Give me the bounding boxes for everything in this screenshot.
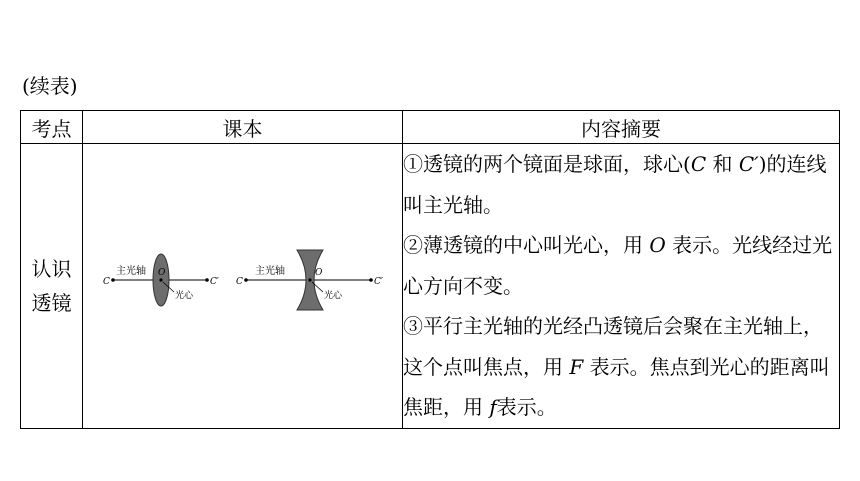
summary-paragraph-2 [403, 225, 839, 306]
textbook-figure-cell [83, 144, 403, 429]
table-caption: (续表) [22, 74, 78, 98]
label-c-prime: C′ [210, 276, 219, 287]
symbol-f: F [569, 354, 584, 379]
label-principal-axis: 主光轴 [116, 265, 146, 277]
header-summary: 内容摘要 [403, 111, 840, 144]
label-c: C [103, 276, 110, 287]
point-c-dot [244, 278, 248, 282]
label-optical-center: 光心 [175, 290, 194, 301]
point-c-prime-dot [205, 278, 209, 282]
label-o: O [315, 267, 323, 278]
topic-line-2: 透镜 [31, 290, 72, 315]
point-c-dot [111, 278, 115, 282]
summary-text: ③平行主光轴的光经凸透镜后会聚在主光轴上，这个点叫焦点，用 [403, 314, 823, 379]
summary-cell [403, 144, 840, 429]
symbol-focal-length: f [489, 395, 497, 419]
summary-text: 表示。 [496, 395, 557, 419]
header-textbook: 课本 [83, 111, 403, 144]
summary-text: ①透镜的两个镜面是球面，球心( [403, 152, 691, 176]
symbol-c-prime: C′ [738, 152, 759, 176]
label-c-prime: C′ [374, 276, 383, 287]
header-topic: 考点 [21, 111, 83, 144]
topic-cell [21, 144, 83, 429]
summary-text: 表示。光线经过光心方向不变。 [403, 233, 833, 298]
lens-figures [83, 244, 402, 324]
optical-center-dot [159, 278, 162, 281]
summary-text: 和 [706, 152, 739, 176]
table-row [21, 144, 840, 429]
label-c: C [236, 276, 243, 287]
topic-line-1: 认识 [31, 256, 72, 281]
table-header-row [21, 111, 840, 144]
label-o: O [158, 267, 166, 278]
summary-text: )的连线叫主光轴。 [403, 152, 827, 217]
concave-lens-diagram [236, 250, 383, 310]
summary-paragraph-3 [403, 306, 839, 428]
optical-center-dot [308, 278, 311, 281]
summary-text: 表示。焦点到光心的距离叫焦距，用 [403, 354, 830, 419]
point-c-prime-dot [369, 278, 373, 282]
summary-paragraph-1 [403, 144, 839, 225]
convex-lens-diagram [103, 254, 219, 306]
symbol-c: C [690, 152, 707, 176]
lens-table [20, 110, 840, 429]
label-principal-axis: 主光轴 [255, 265, 285, 277]
label-optical-center: 光心 [324, 290, 343, 301]
summary-text: ②薄透镜的中心叫光心，用 [403, 233, 650, 257]
symbol-o: O [649, 233, 666, 257]
